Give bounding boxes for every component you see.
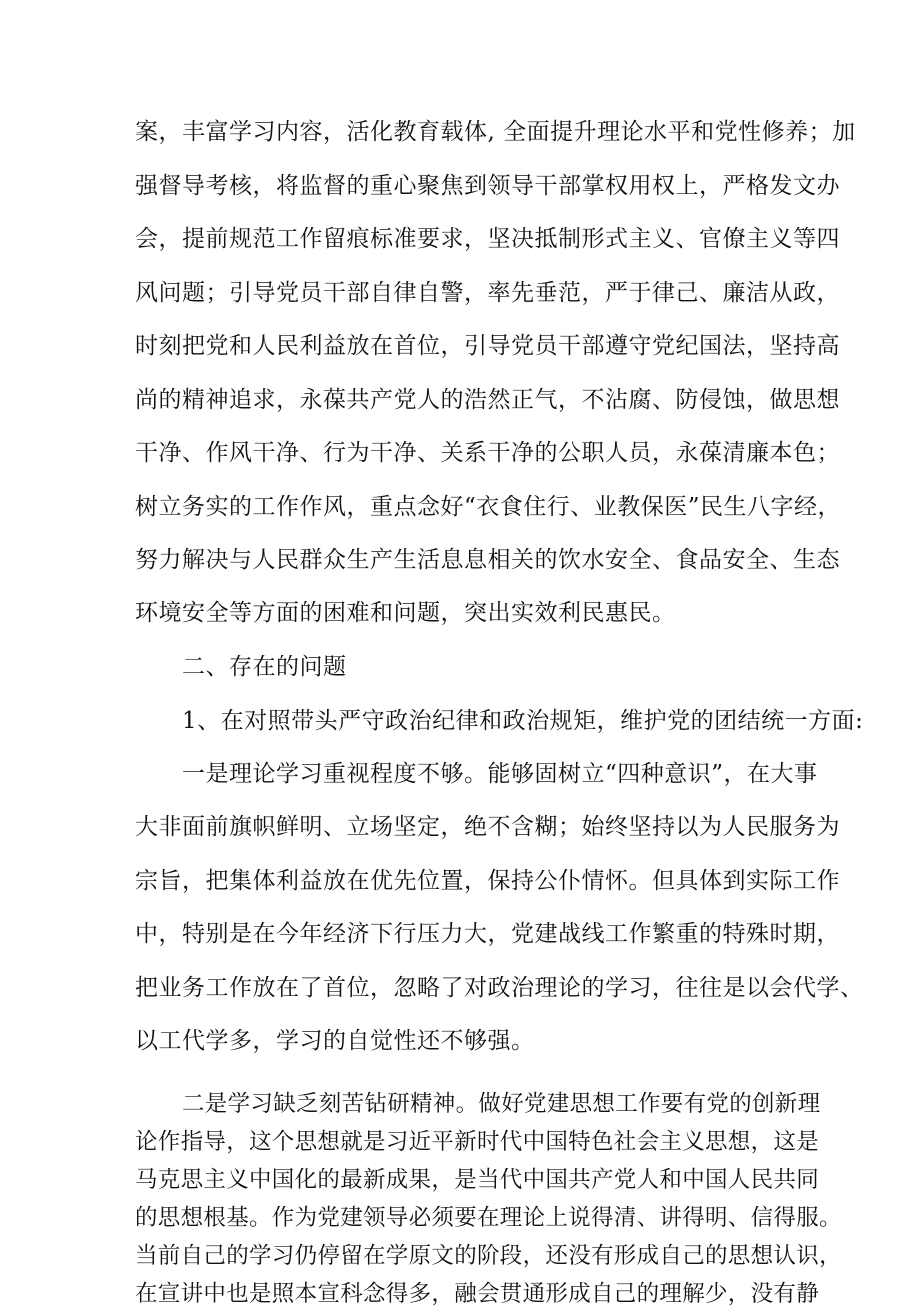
text-line: 一是理论学习重视程度不够。能够固树立“四种意识”，在大事 bbox=[182, 761, 818, 787]
text-line: 大非面前旗帜鲜明、立场坚定，绝不含糊；始终坚持以为人民服务为 bbox=[135, 814, 840, 840]
text-line: 干净、作风干净、行为干净、关系干净的公职人员，永葆清廉本色； bbox=[135, 440, 840, 466]
sub-heading: 1、在对照带头严守政治纪律和政治规矩，维护党的团结统一方面: bbox=[182, 708, 864, 734]
section-heading: 二、存在的问题 bbox=[182, 654, 347, 680]
text-line: 强督导考核，将监督的重心聚焦到领导干部掌权用权上，严格发文办 bbox=[135, 173, 840, 199]
text-line: 努力解决与人民群众生产生活息息相关的饮水安全、食品安全、生态 bbox=[135, 547, 840, 573]
text-line: 尚的精神追求，永葆共产党人的浩然正气，不沾腐、防侵蚀，做思想 bbox=[135, 387, 840, 413]
text-line: 马克思主义中国化的最新成果，是当代中国共产党人和中国人民共同 bbox=[135, 1167, 820, 1193]
text-line: 会，提前规范工作留痕标准要求，坚决抵制形式主义、官僚主义等四 bbox=[135, 226, 840, 252]
text-line: 宗旨，把集体利益放在优先位置，保持公仆情怀。但具体到实际工作 bbox=[135, 868, 840, 894]
text-line: 的思想根基。作为党建领导必须要在理论上说得清、讲得明、信得服。 bbox=[135, 1205, 842, 1231]
text-line: 当前自己的学习仍停留在学原文的阶段，还没有形成自己的思想认识， bbox=[135, 1243, 842, 1269]
text-line: 环境安全等方面的困难和问题，突出实效利民惠民。 bbox=[135, 600, 676, 626]
text-line: 二是学习缺乏刻苦钻研精神。做好党建思想工作要有党的创新理 bbox=[182, 1091, 821, 1117]
text-line: 中，特别是在今年经济下行压力大，党建战线工作繁重的特殊时期， bbox=[135, 921, 840, 947]
text-line: 把业务工作放在了首位，忽略了对政治理论的学习，往往是以会代学、 bbox=[135, 975, 864, 1001]
text-line: 时刻把党和人民利益放在首位，引导党员干部遵守党纪国法，坚持高 bbox=[135, 333, 840, 359]
text-line: 案，丰富学习内容，活化教育载体, 全面提升理论水平和党性修养；加 bbox=[135, 119, 856, 145]
text-line: 在宣讲中也是照本宣科念得多，融会贯通形成自己的理解少，没有静 bbox=[135, 1281, 820, 1307]
text-line: 风问题；引导党员干部自律自警，率先垂范，严于律己、廉洁从政， bbox=[135, 280, 840, 306]
text-line: 以工代学多，学习的自觉性还不够强。 bbox=[135, 1028, 535, 1054]
text-line: 树立务实的工作作风，重点念好“衣食住行、业教保医”民生八字经， bbox=[135, 494, 842, 520]
text-line: 论作指导，这个思想就是习近平新时代中国特色社会主义思想，这是 bbox=[135, 1129, 820, 1155]
